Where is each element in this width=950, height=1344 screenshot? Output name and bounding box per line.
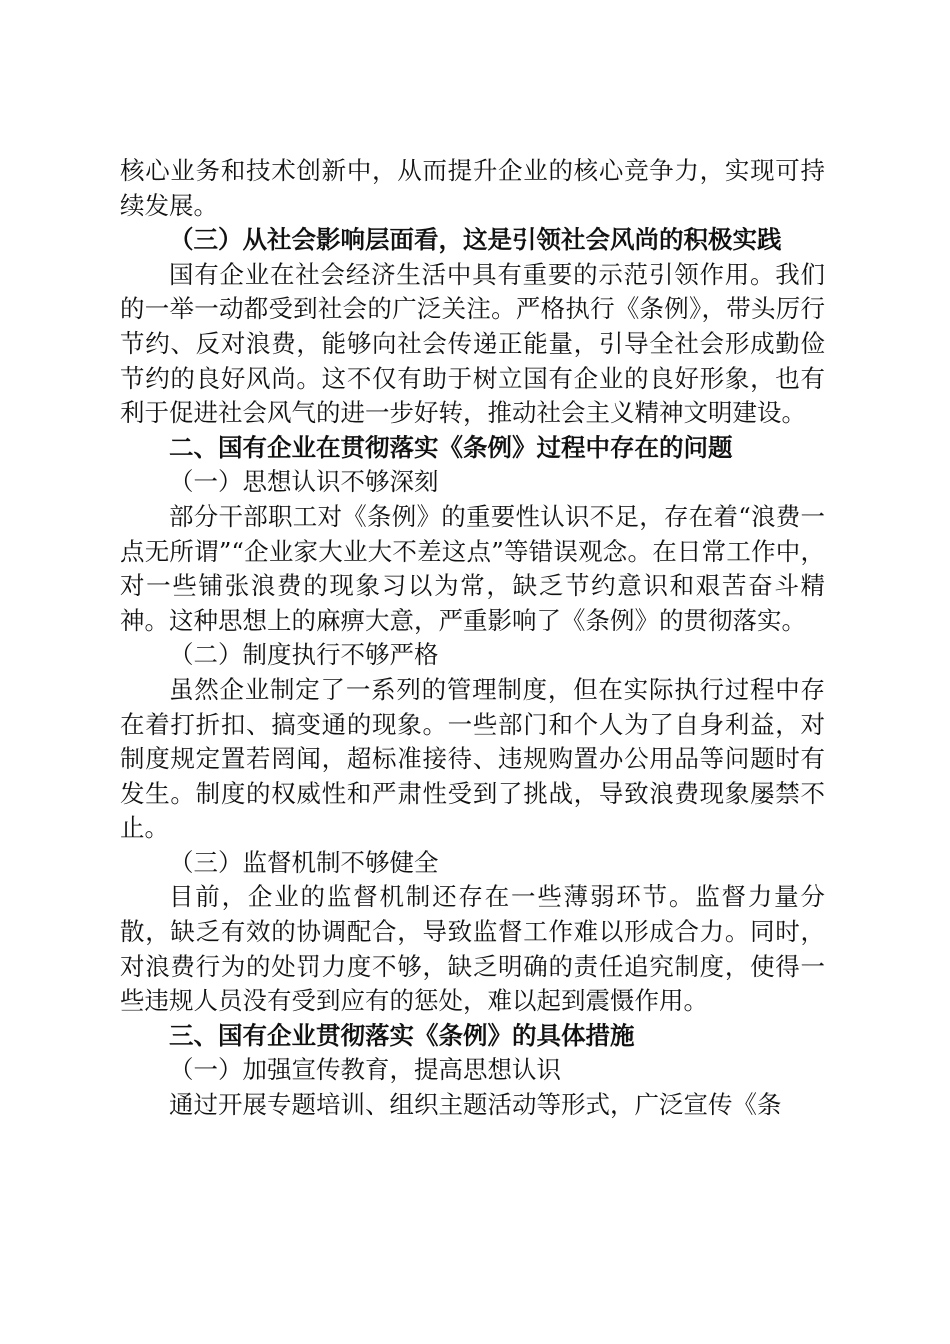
paragraph: 虽然企业制定了一系列的管理制度，但在实际执行过程中存在着打折扣、搞变通的现象。一些部门和个人为了自身利益，对制度规定置若罔闻，超标准接待、违规购置办公用品等问题时有发生。制度的权威性和严肃性受到了挑战，导致浪费现象屡禁不止。 [120,674,825,843]
paragraph: 通过开展专题培训、组织主题活动等形式，广泛宣传《条 [169,1090,782,1120]
subsection-heading: （一）思想认识不够深刻 [169,467,439,497]
paragraph-continuation: 核心业务和技术创新中，从而提升企业的核心竞争力，实现可持续发展。 [120,156,825,220]
subsection-heading: （三）从社会影响层面看，这是引领社会风尚的积极实践 [169,225,782,255]
subsection-heading: （一）加强宣传教育，提高思想认识 [169,1055,561,1085]
section-heading: 三、国有企业贯彻落实《条例》的具体措施 [169,1020,635,1050]
paragraph: 国有企业在社会经济生活中具有重要的示范引领作用。我们的一举一动都受到社会的广泛关注。严格执行《条例》，带头厉行节约、反对浪费，能够向社会传递正能量，引导全社会形成勤俭节约的良好风尚。这不仅有助于树立国有企业的良好形象，也有利于促进社会风气的进一步好转，推动社会主义精神文明建设。 [120,259,825,428]
subsection-heading: （三）监督机制不够健全 [169,847,439,877]
paragraph: 目前，企业的监督机制还存在一些薄弱环节。监督力量分散，缺乏有效的协调配合，导致监督工作难以形成合力。同时，对浪费行为的处罚力度不够，缺乏明确的责任追究制度，使得一些违规人员没有受到应有的惩处，难以起到震慑作用。 [120,882,825,1016]
paragraph: 部分干部职工对《条例》的重要性认识不足，存在着“浪费一点无所谓”“企业家大业大不差这点”等错误观念。在日常工作中，对一些铺张浪费的现象习以为常，缺乏节约意识和艰苦奋斗精神。这种思想上的麻痹大意，严重影响了《条例》的贯彻落实。 [120,501,825,635]
subsection-heading: （二）制度执行不够严格 [169,640,439,670]
section-heading: 二、国有企业在贯彻落实《条例》过程中存在的问题 [169,432,733,462]
document-page [120,154,825,1123]
